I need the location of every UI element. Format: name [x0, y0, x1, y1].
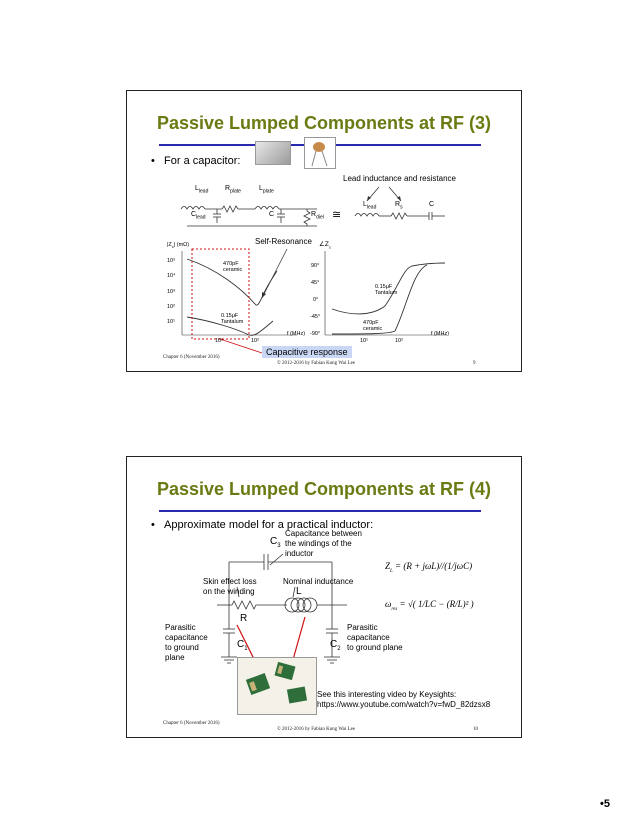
phase-ytick: -45° [310, 314, 321, 320]
phase-curve1-label: 0.15μF Tantalum [375, 284, 398, 296]
phase-ytick: -90° [310, 331, 321, 337]
parasitic-left-note: Parasitic capacitance to ground plane [165, 623, 208, 662]
phase-ytick: 90° [311, 263, 320, 269]
l-plate-label: $L_{plate}$ [259, 185, 274, 195]
rs-label: $R_s$ [395, 201, 403, 211]
r-label: R [240, 613, 248, 624]
l-lead-label: $L_{lead}$ [195, 185, 209, 195]
mag-ytick: 10⁴ [167, 273, 176, 279]
parasitic-right-note: Parasitic capacitance to ground plane [347, 623, 403, 652]
c1-label: $C_1$ [237, 639, 248, 652]
phase-ylabel: $\angle Z_c$ [319, 241, 331, 250]
c3-label: $C_3$ [270, 536, 281, 549]
capacitor-circuit [127, 91, 521, 371]
r-diel-label: $R_{diel}$ [311, 211, 324, 221]
nominal-inductance-note: Nominal inductance L [283, 577, 354, 597]
phase-ytick: 45° [311, 280, 320, 286]
mag-xtick: 10² [251, 338, 259, 344]
mag-ytick: 10¹ [167, 319, 175, 325]
resonance-equation: $\omega_{res}$ = √( 1/LC − (R/L)² ) [385, 599, 474, 612]
slide-title: Passive Lumped Components at RF (3) [156, 113, 492, 133]
mag-xlabel: f (MHz) [287, 331, 306, 337]
footer-copyright: © 2012-2016 by Fabian Kung Wai Lee [277, 361, 356, 366]
phase-xtick: 10¹ [360, 338, 368, 344]
slide-10 [126, 456, 522, 738]
r-plate-label: $R_{plate}$ [225, 185, 241, 195]
slide-title: Passive Lumped Components at RF (4) [156, 479, 492, 499]
phase-xtick: 10² [395, 338, 403, 344]
bullet-item: • For a capacitor: [151, 155, 241, 167]
slide-9 [126, 90, 522, 372]
footer-page: 9 [473, 361, 476, 366]
phase-curve2-label: 470pF ceramic [363, 320, 383, 332]
phase-xlabel: f (MHz) [431, 331, 450, 337]
footer-page: 10 [473, 727, 478, 732]
c3-note: Capacitance between the windings of the inductor [285, 529, 362, 558]
c-label: C [269, 211, 275, 218]
c2-label: C [429, 201, 435, 208]
mag-ylabel: $|Z_c|$ (mΩ) [167, 242, 190, 250]
footer-copyright: © 2012-2016 by Fabian Kung Wai Lee [277, 727, 356, 732]
mag-curve2-label: 0.15μF Tantalum [221, 313, 244, 325]
phase-ytick: 0° [313, 297, 319, 303]
c2-label: $C_2$ [330, 639, 341, 652]
mag-curve1-label: 470pF ceramic [223, 261, 243, 273]
mag-xtick: 10¹ [215, 338, 223, 344]
footer-chapter: Chapter 6 (November 2016) [163, 355, 220, 360]
footer-chapter: Chapter 6 (November 2016) [163, 721, 220, 726]
approx-symbol: ≅ [332, 209, 342, 221]
page-number: •5 [600, 798, 610, 810]
capacitive-response-callout: Capacitive response [262, 346, 352, 358]
mag-ytick: 10³ [167, 289, 175, 295]
self-resonance-label: Self-Resonance [255, 237, 312, 246]
impedance-equation: $Z_L = (R + j\omega L)//(1/j\omega C)$ [385, 561, 473, 574]
skin-effect-note: Skin effect loss on the winding [203, 577, 257, 596]
c-lead-label: $C_{lead}$ [191, 211, 206, 221]
mag-ytick: 10² [167, 304, 175, 310]
lead-note: Lead inductance and resistance [343, 174, 456, 183]
l-lead2-label: $L_{lead}$ [363, 201, 377, 211]
smd-inductor-photo [237, 657, 317, 715]
video-note: See this interesting video by Keysights: https://www.youtube.com/watch?v=fwD_82dzsx8 [317, 690, 491, 709]
bullet-item: • Approximate model for a practical inductor: [151, 519, 374, 531]
mag-ytick: 10⁵ [167, 258, 176, 264]
